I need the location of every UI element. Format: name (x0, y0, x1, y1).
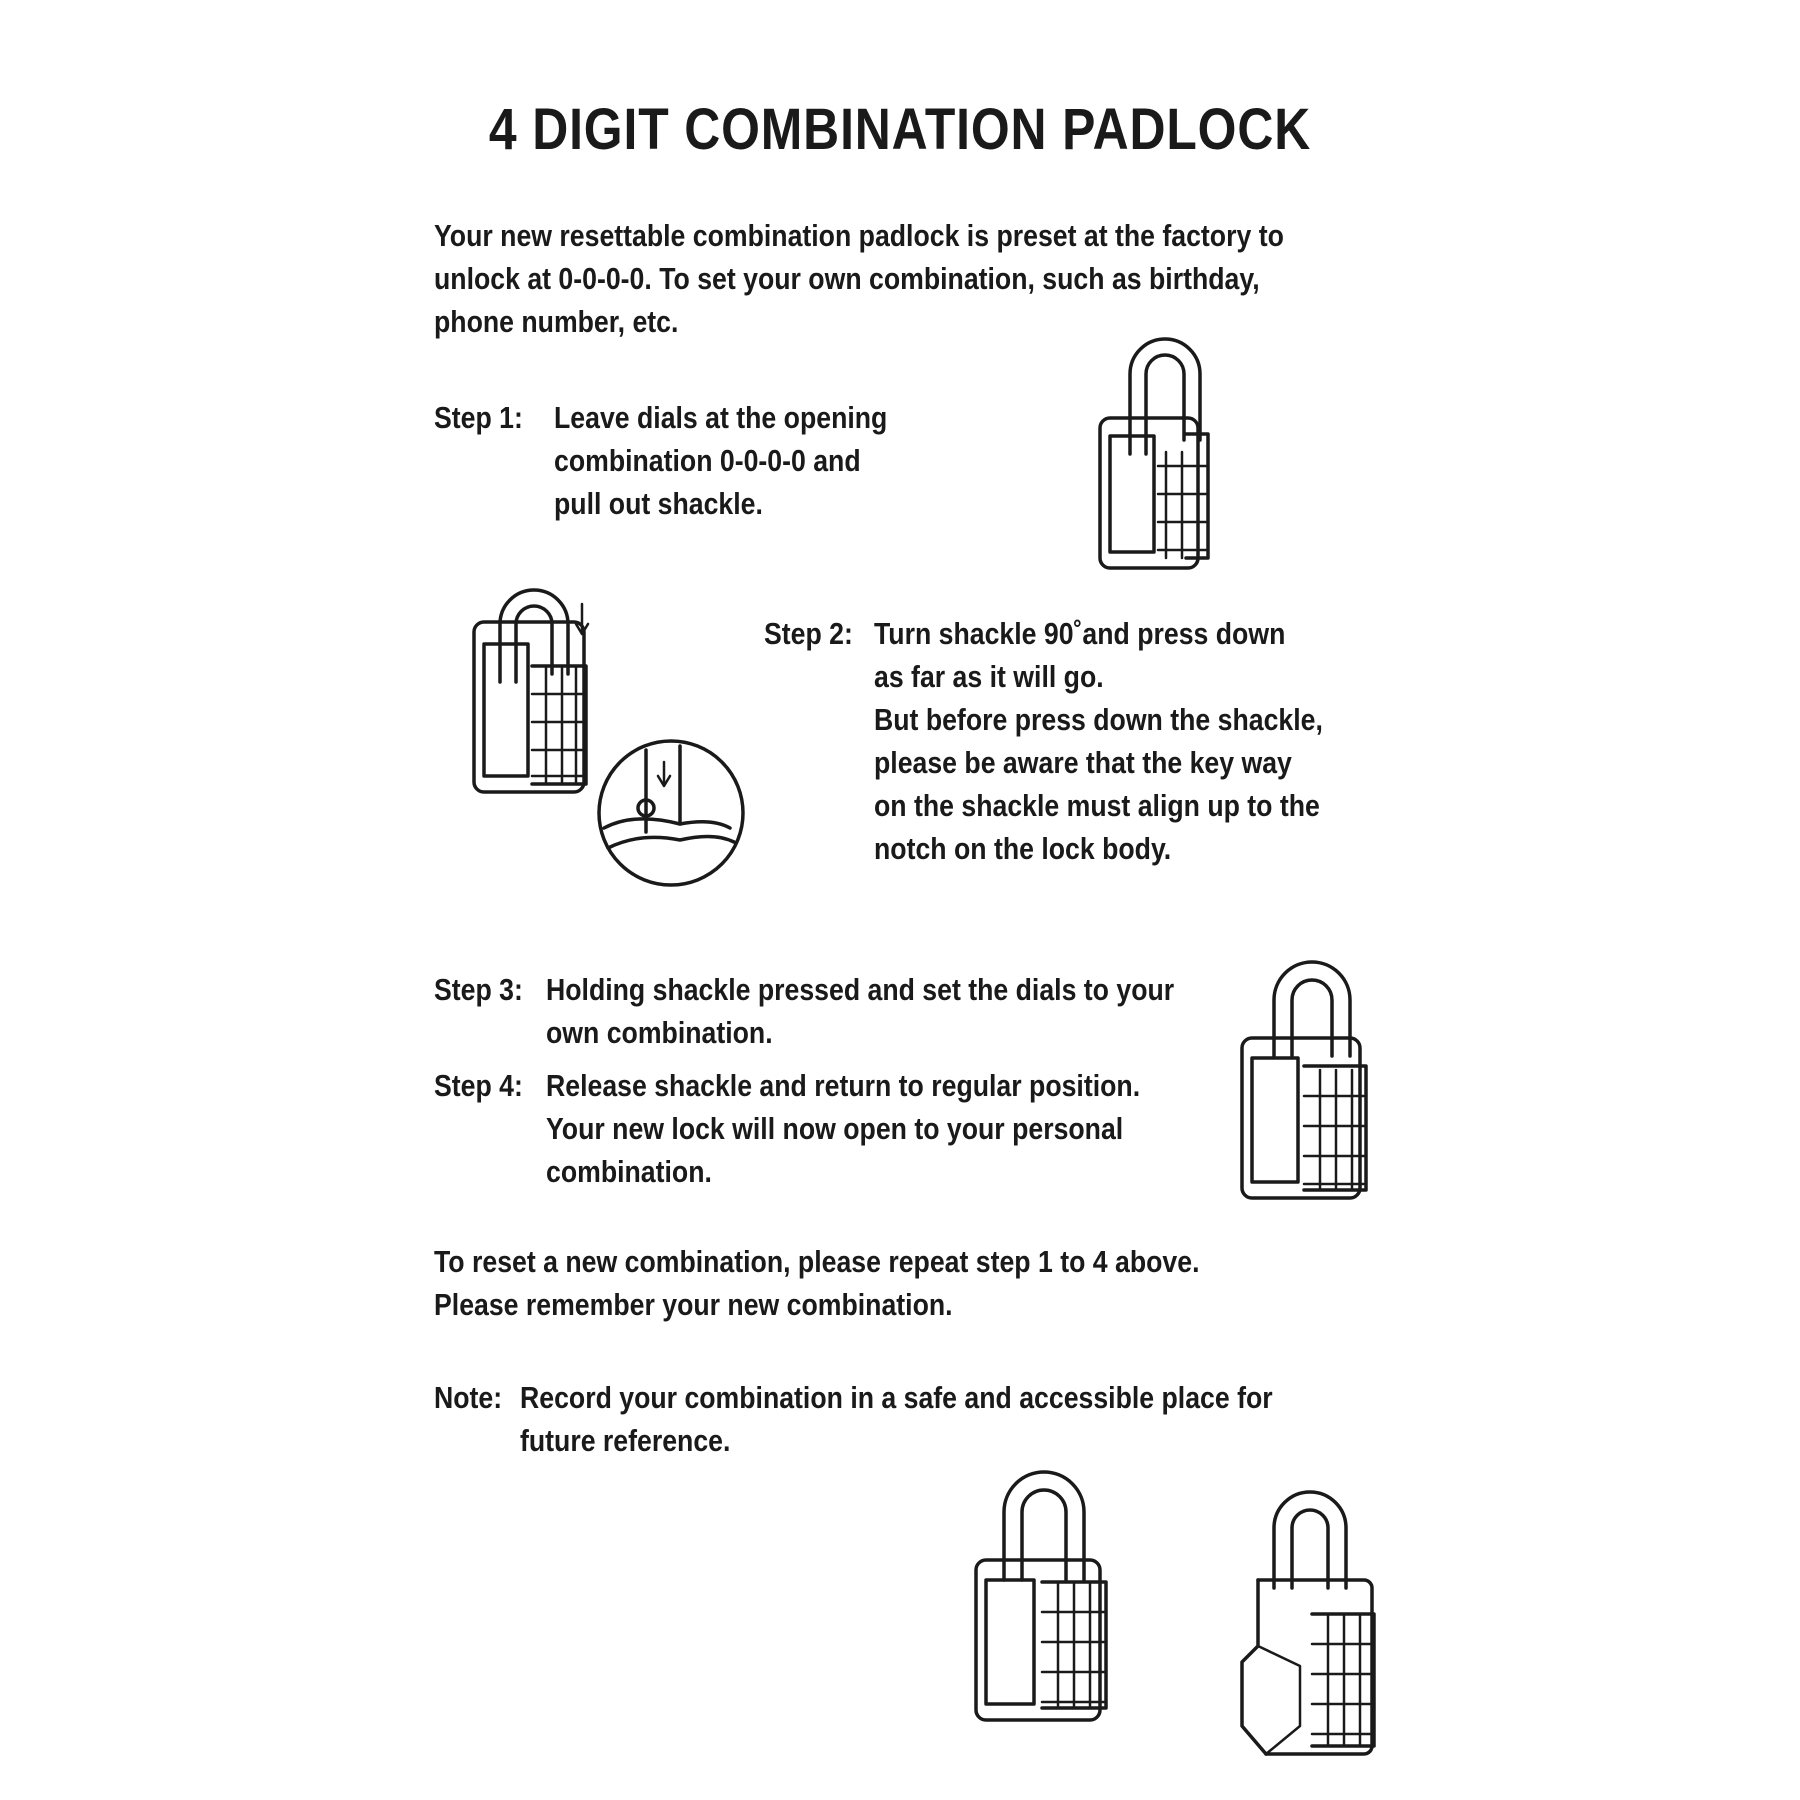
step-line: Release shackle and return to regular position. (546, 1068, 1141, 1103)
page-title: 4 DIGIT COMBINATION PADLOCK (488, 97, 1312, 162)
step-4-text (546, 1064, 1140, 1193)
step-3-label: Step 3: (434, 972, 523, 1007)
step-line: on the shackle must align up to the (874, 788, 1320, 823)
step-line: But before press down the shackle, (874, 702, 1323, 737)
step-1-label: Step 1: (434, 400, 523, 435)
note-line: future reference. (520, 1423, 731, 1458)
note-line: Record your combination in a safe and accessible place for (520, 1380, 1273, 1415)
step-line: combination. (546, 1154, 712, 1189)
step-line: own combination. (546, 1015, 773, 1050)
padlock-step2-pressed-icon (470, 566, 604, 806)
reset-paragraph (434, 1240, 1199, 1326)
step-line: pull out shackle. (554, 486, 763, 521)
reset-line: Please remember your new combination. (434, 1287, 953, 1322)
step-line: combination 0-0-0-0 and (554, 443, 861, 478)
step-line: Leave dials at the opening (554, 400, 888, 435)
note-text (520, 1376, 1273, 1462)
keyway-notch-detail-icon (594, 736, 748, 890)
step-line: Your new lock will now open to your personal (546, 1111, 1124, 1146)
step-line: Turn shackle 90˚and press down (874, 616, 1286, 651)
note-label: Note: (434, 1380, 503, 1415)
padlock-open-body-icon (1238, 1476, 1388, 1766)
step-2-label: Step 2: (764, 616, 853, 651)
step-1-text (554, 396, 887, 525)
step-line: Holding shackle pressed and set the dials to your (546, 972, 1175, 1007)
step-line: please be aware that the key way (874, 745, 1292, 780)
step-line: notch on the lock body. (874, 831, 1172, 866)
intro-line: Your new resettable combination padlock is preset at the factory to (434, 218, 1284, 253)
step-3-text (546, 968, 1174, 1054)
reset-line: To reset a new combination, please repeat step 1 to 4 above. (434, 1244, 1200, 1279)
padlock-front-icon (972, 1456, 1116, 1728)
intro-line: unlock at 0-0-0-0. To set your own combination, such as birthday, (434, 261, 1260, 296)
step-2-text (874, 612, 1323, 870)
step-line: as far as it will go. (874, 659, 1104, 694)
padlock-step3-4-icon (1234, 946, 1376, 1210)
intro-line: phone number, etc. (434, 304, 679, 339)
padlock-step1-icon (1086, 318, 1220, 580)
step-4-label: Step 4: (434, 1068, 523, 1103)
